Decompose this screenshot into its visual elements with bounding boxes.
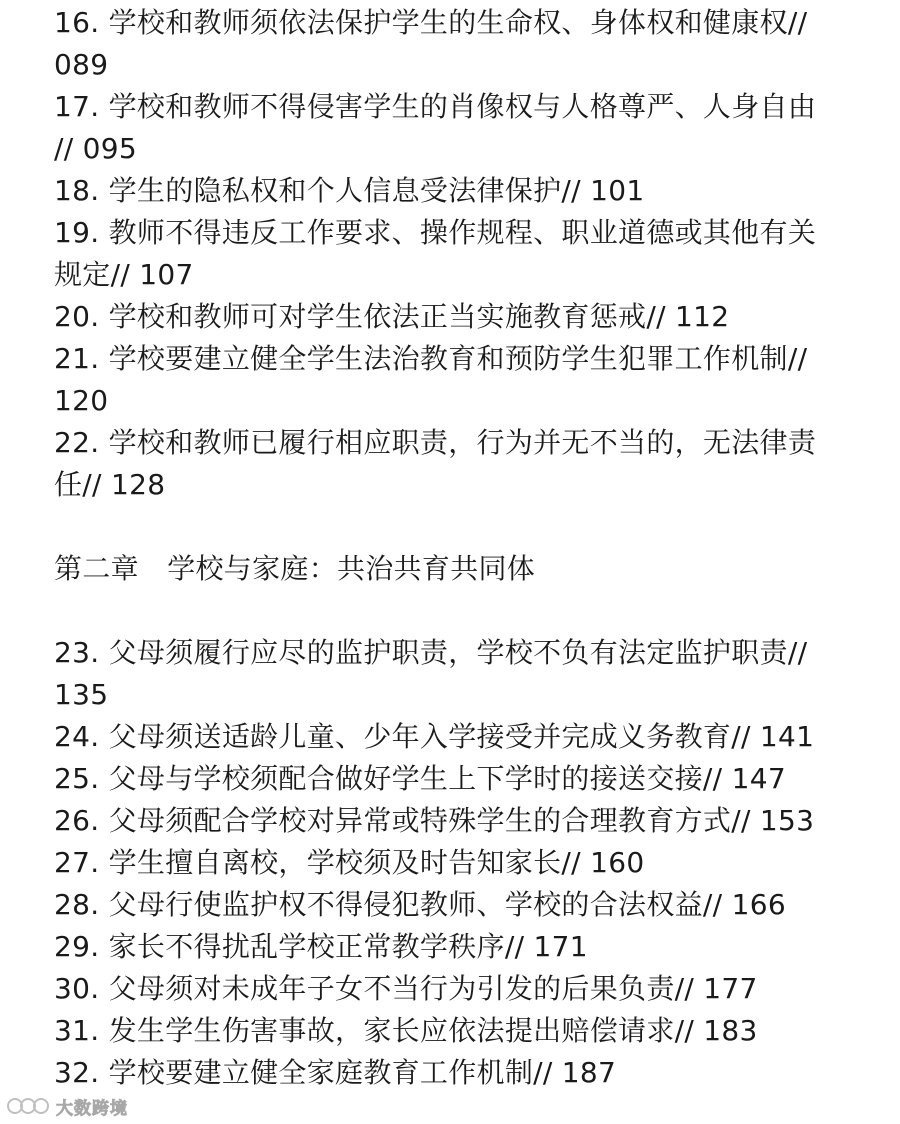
toc-item-21-line2: 120 bbox=[54, 384, 109, 417]
toc-item-17-line2: // 095 bbox=[54, 132, 138, 165]
toc-item-30: 30. 父母须对未成年子女不当行为引发的后果负责// 177 bbox=[54, 972, 758, 1005]
toc-item-17-line1: 17. 学校和教师不得侵害学生的肖像权与人格尊严、人身自由 bbox=[54, 90, 817, 123]
toc-item-27: 27. 学生擅自离校，学校须及时告知家长// 160 bbox=[54, 846, 645, 879]
chapter-heading: 第二章 学校与家庭：共治共育共同体 bbox=[54, 552, 536, 585]
toc-item-19-line1: 19. 教师不得违反工作要求、操作规程、职业道德或其他有关 bbox=[54, 216, 817, 249]
toc-item-24: 24. 父母须送适龄儿童、少年入学接受并完成义务教育// 141 bbox=[54, 720, 815, 753]
toc-item-18: 18. 学生的隐私权和个人信息受法律保护// 101 bbox=[54, 174, 645, 207]
toc-item-20: 20. 学校和教师可对学生依法正当实施教育惩戒// 112 bbox=[54, 300, 730, 333]
toc-item-26: 26. 父母须配合学校对异常或特殊学生的合理教育方式// 153 bbox=[54, 804, 815, 837]
toc-item-29: 29. 家长不得扰乱学校正常教学秩序// 171 bbox=[54, 930, 588, 963]
toc-item-25: 25. 父母与学校须配合做好学生上下学时的接送交接// 147 bbox=[54, 762, 786, 795]
toc-item-23-line1: 23. 父母须履行应尽的监护职责，学校不负有法定监护职责// bbox=[54, 636, 808, 669]
toc-item-23-line2: 135 bbox=[54, 678, 109, 711]
toc-item-22-line2: 任// 128 bbox=[54, 468, 166, 501]
kso-logo-icon bbox=[6, 1095, 50, 1117]
toc-item-16-line2: 089 bbox=[54, 48, 109, 81]
toc-item-19-line2: 规定// 107 bbox=[54, 258, 194, 291]
toc-item-31: 31. 发生学生伤害事故，家长应依法提出赔偿请求// 183 bbox=[54, 1014, 758, 1047]
toc-item-21-line1: 21. 学校要建立健全学生法治教育和预防学生犯罪工作机制// bbox=[54, 342, 808, 375]
watermark-text: 大数跨境 bbox=[56, 1098, 128, 1119]
watermark bbox=[6, 1092, 128, 1120]
toc-item-32: 32. 学校要建立健全家庭教育工作机制// 187 bbox=[54, 1056, 617, 1089]
toc-item-22-line1: 22. 学校和教师已履行相应职责，行为并无不当的，无法律责 bbox=[54, 426, 817, 459]
toc-item-28: 28. 父母行使监护权不得侵犯教师、学校的合法权益// 166 bbox=[54, 888, 786, 921]
toc-item-16-line1: 16. 学校和教师须依法保护学生的生命权、身体权和健康权// bbox=[54, 6, 808, 39]
